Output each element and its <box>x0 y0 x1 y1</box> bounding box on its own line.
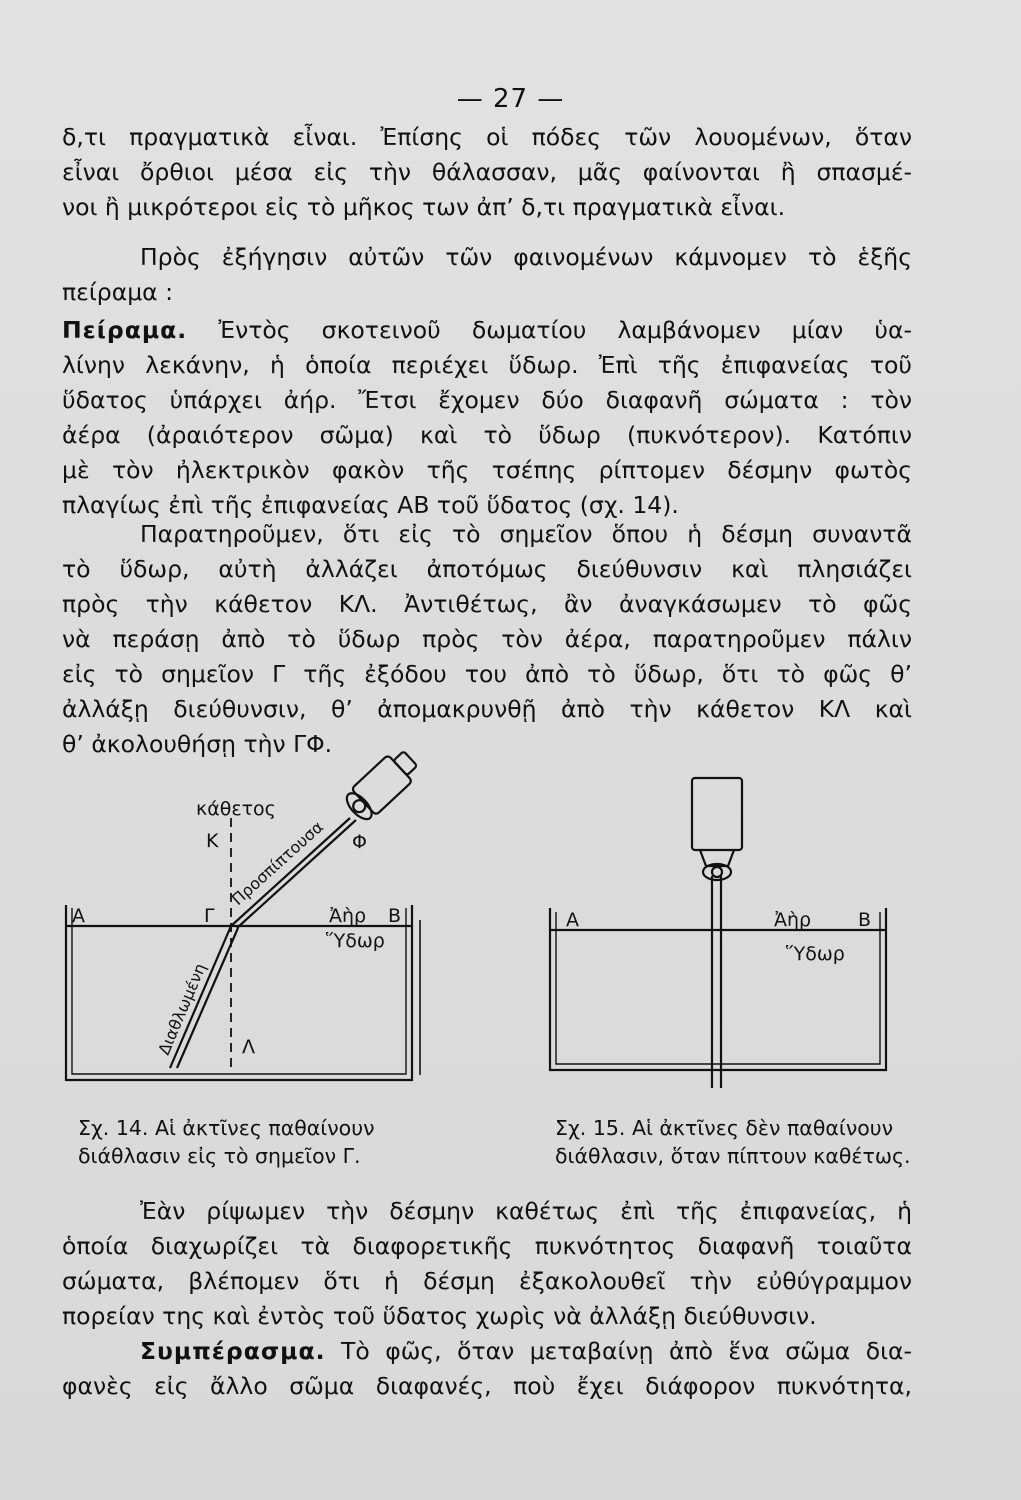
text-line <box>62 313 912 348</box>
caption-line: διάθλασιν, ὅταν πίπτουν καθέτως. <box>555 1144 911 1168</box>
text-line: πείραμα : <box>62 278 174 306</box>
label-g: Γ <box>204 905 215 927</box>
page-number: — 27 — <box>456 84 565 114</box>
experiment-heading: Πείραμα. <box>62 316 188 344</box>
label-kathetos: κάθετος <box>196 798 276 820</box>
label-phi: Φ <box>352 831 367 853</box>
figure-14-diagram <box>50 750 490 1100</box>
conclusion-paragraph <box>62 1334 912 1404</box>
experiment-paragraph <box>62 313 912 523</box>
text-line: εἰς τὸ σημεῖον Γ τῆς ἐξόδου του ἀπὸ τὸ ὕδωρ, ὅτι τὸ φῶς θ’ <box>62 660 912 688</box>
label-air: Ἀὴρ <box>774 909 812 931</box>
figure-15-diagram <box>540 770 900 1100</box>
figure-14-caption <box>78 1114 375 1170</box>
flashlight-icon <box>341 750 423 825</box>
text-line: τὸ ὕδωρ, αὐτὴ ἀλλάζει ἀποτόμως διεύθυνσιν καὶ πλησιάζει <box>62 555 912 583</box>
text-line: θ’ ἀκολουθήσῃ τὴν ΓΦ. <box>62 730 333 758</box>
text-line: εἶναι ὄρθιοι μέσα εἰς τὴν θάλασσαν, μᾶς φαίνονται ἢ σπασμέ- <box>62 158 912 186</box>
label-k: Κ <box>206 830 219 852</box>
text-line: φανὲς εἰς ἄλλο σῶμα διαφανές, ποὺ ἔχει διάφορον πυκνότητα, <box>62 1372 912 1400</box>
caption-line: Σχ. 14. Αἱ ἀκτῖνες παθαίνουν <box>78 1116 375 1140</box>
flashlight-icon <box>692 778 742 880</box>
paragraph-2 <box>62 240 912 310</box>
label-incident-ray: Προσπίπτουσα <box>227 817 328 909</box>
paragraph-4 <box>62 517 912 762</box>
caption-line: διάθλασιν εἰς τὸ σημεῖον Γ. <box>78 1144 361 1168</box>
figure-15-caption <box>555 1114 911 1170</box>
text-line: μὲ τὸν ἠλεκτρικὸν φακὸν τῆς τσέπης ρίπτομεν δέσμην φωτὸς <box>62 456 912 484</box>
text-line: Πρὸς ἐξήγησιν αὐτῶν τῶν φαινομένων κάμνομεν τὸ ἑξῆς <box>140 243 912 271</box>
text-line: ἀέρα (ἀραιότερον σῶμα) καὶ τὸ ὕδωρ (πυκνότερον). Κατόπιν <box>62 421 912 449</box>
text-line: ὁποία διαχωρίζει τὰ διαφορετικῆς πυκνότητος διαφανῆ τοιαῦτα <box>62 1232 912 1260</box>
text-line: πορείαν της καὶ ἐντὸς τοῦ ὕδατος χωρὶς νὰ ἀλλάξῃ διεύθυνσιν. <box>62 1302 817 1330</box>
label-air: Ἀὴρ <box>329 905 367 927</box>
text-line: πρὸς τὴν κάθετον ΚΛ. Ἀντιθέτως, ἂν ἀναγκάσωμεν τὸ φῶς <box>62 590 912 618</box>
label-b: Β <box>858 909 872 931</box>
label-water: Ὕδωρ <box>326 930 385 952</box>
label-a: Α <box>72 905 85 927</box>
caption-line: Σχ. 15. Αἱ ἀκτῖνες δὲν παθαίνουν <box>555 1116 894 1140</box>
label-l: Λ <box>242 1036 255 1058</box>
basin-outline <box>550 908 886 1070</box>
label-b: Β <box>388 905 402 927</box>
label-water: Ὕδωρ <box>786 943 845 965</box>
label-a: Α <box>566 909 579 931</box>
basin-inner-wall <box>556 912 880 1064</box>
text-line: Παρατηροῦμεν, ὅτι εἰς τὸ σημεῖον ὅπου ἡ δέσμη συναντᾶ <box>140 520 912 548</box>
experiment-first-line: Ἐντὸς σκοτεινοῦ δωματίου λαμβάνομεν μίαν ὑα- <box>218 316 912 344</box>
text-line: πλαγίως ἐπὶ τῆς ἐπιφανείας ΑΒ τοῦ ὕδατος (σχ. 14). <box>62 491 679 519</box>
text-line: σώματα, βλέπομεν ὅτι ἡ δέσμη ἐξακολουθεῖ τὴν εὐθύγραμμον <box>62 1267 912 1295</box>
text-line: ὕδατος ὑπάρχει ἀήρ. Ἔτσι ἔχομεν δύο διαφανῆ σώματα : τὸν <box>62 386 912 414</box>
paragraph-1 <box>62 120 912 225</box>
text-line: ἀλλάξῃ διεύθυνσιν, θ’ ἀπομακρυνθῇ ἀπὸ τὴν κάθετον ΚΛ καὶ <box>62 695 912 723</box>
text-line: νὰ περάσῃ ἀπὸ τὸ ὕδωρ πρὸς τὸν ἀέρα, παρατηροῦμεν πάλιν <box>62 625 912 653</box>
conclusion-first-line: Τὸ φῶς, ὅταν μεταβαίνῃ ἀπὸ ἕνα σῶμα δια- <box>341 1337 912 1365</box>
text-line: Ἐὰν ρίψωμεν τὴν δέσμην καθέτως ἐπὶ τῆς ἐπιφανείας, ἡ <box>140 1197 912 1225</box>
text-line: λίνην λεκάνην, ἡ ὁποία περιέχει ὕδωρ. Ἐπὶ τῆς ἐπιφανείας τοῦ <box>62 351 912 379</box>
paragraph-5 <box>62 1194 912 1334</box>
text-line <box>62 1334 912 1369</box>
text-line: δ,τι πραγματικὰ εἶναι. Ἐπίσης οἱ πόδες τῶν λουομένων, ὅταν <box>62 123 912 151</box>
text-line: νοι ἢ μικρότεροι εἰς τὸ μῆκος των ἀπ’ δ,τι πραγματικὰ εἶναι. <box>62 193 786 221</box>
label-refracted-ray: Διαθλωμένη <box>154 960 210 1058</box>
conclusion-heading: Συμπέρασμα. <box>140 1337 326 1365</box>
